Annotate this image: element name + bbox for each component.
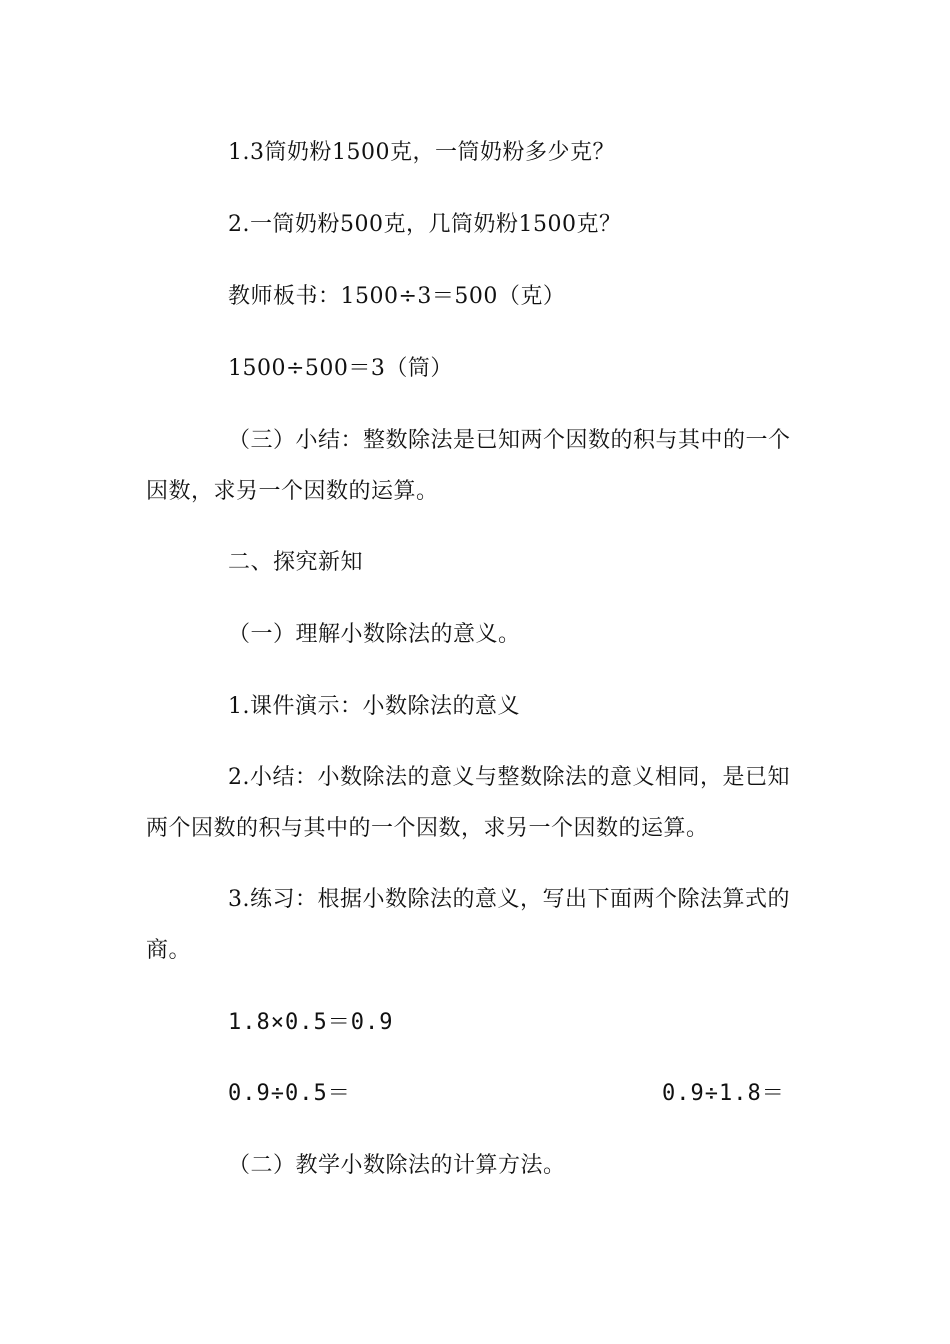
subsection-heading-1: （一）理解小数除法的意义。 — [228, 622, 521, 647]
exercise-line-1: 3.练习：根据小数除法的意义，写出下面两个除法算式的 — [228, 887, 790, 912]
subsection-heading-2: （二）教学小数除法的计算方法。 — [228, 1153, 566, 1178]
equation-right: 0.9÷1.8＝ — [662, 1081, 785, 1106]
summary-line-2: 因数，求另一个因数的运算。 — [146, 479, 439, 504]
equation-left: 0.9÷0.5＝ — [228, 1081, 351, 1106]
item-summary-line-1: 2.小结：小数除法的意义与整数除法的意义相同，是已知 — [228, 765, 790, 790]
equation-given: 1.8×0.5＝0.9 — [228, 1010, 394, 1035]
board-writing-2: 1500÷500＝3（筒） — [228, 356, 453, 381]
summary-line-1: （三）小结：整数除法是已知两个因数的积与其中的一个 — [228, 428, 791, 453]
exercise-line-2: 商。 — [146, 938, 192, 963]
item-summary-line-2: 两个因数的积与其中的一个因数，求另一个因数的运算。 — [146, 816, 709, 841]
problem-2: 2.一筒奶粉500克，几筒奶粉1500克？ — [228, 212, 622, 237]
board-writing-1: 教师板书：1500÷3＝500（克） — [228, 284, 566, 309]
problem-1: 1.3筒奶粉1500克，一筒奶粉多少克？ — [228, 140, 615, 165]
section-heading: 二、探究新知 — [228, 550, 364, 575]
item-demo: 1.课件演示：小数除法的意义 — [228, 694, 520, 719]
